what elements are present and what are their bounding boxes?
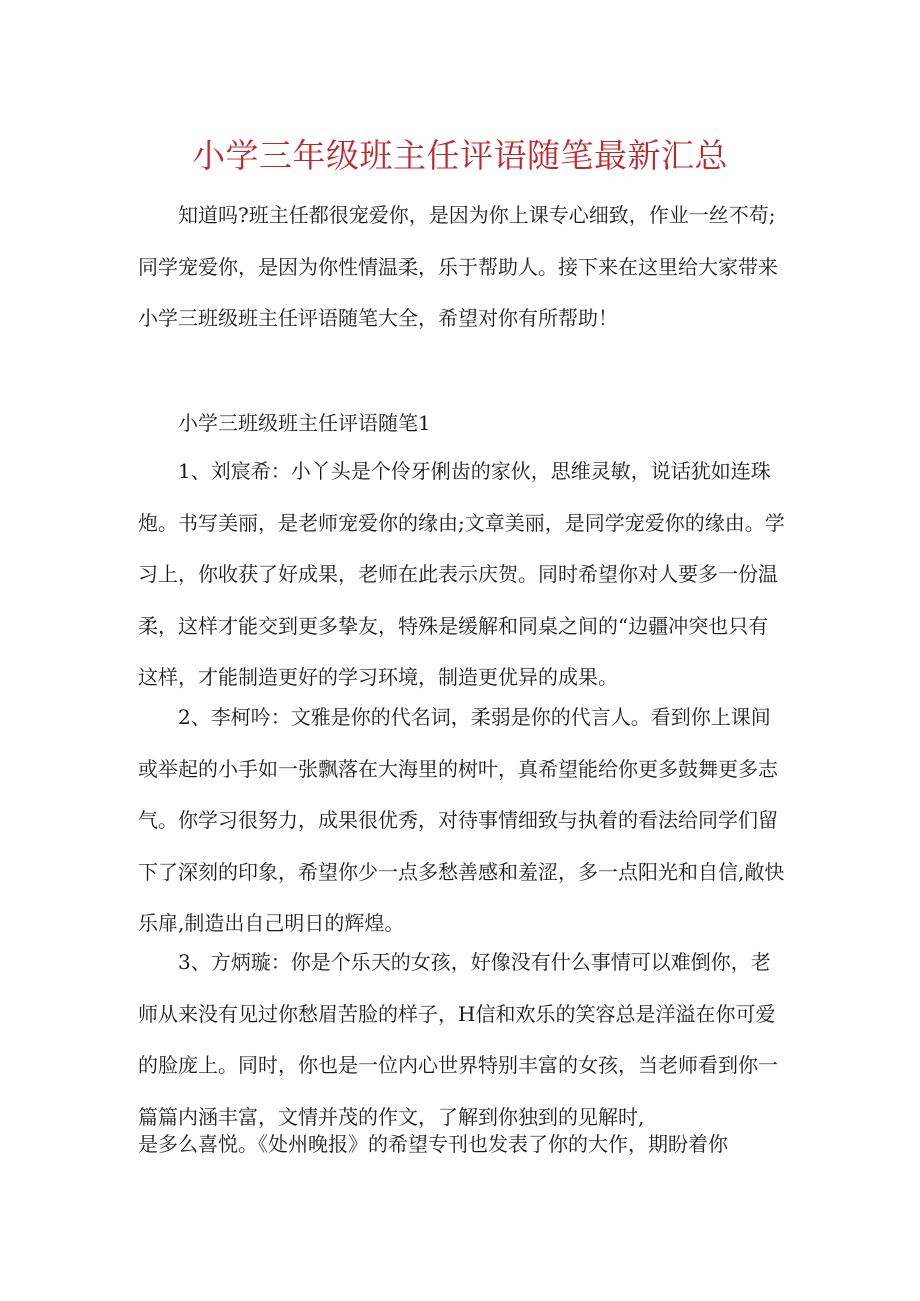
comment-paragraph-2: 2、李柯吟：文雅是你的代名词，柔弱是你的代言人。看到你上课间或举起的小手如一张飘落在大海里的树叶，真希望能给你更多鼓舞更多志气。你学习很努力，成果很优秀，对待事情细致与执着的看法给同学们留下了深刻的印象，希望你少一点多愁善感和羞涩，多一点阳光和自信,敞快乐扉,制造出自己明日的辉煌。: [138, 705, 785, 935]
comment-paragraph-3-continuation: 是多么喜悦。《处州晚报》的希望专刊也发表了你的大作，期盼着你: [138, 1132, 728, 1156]
document-title: 小学三年级班主任评语随笔最新汇总: [192, 136, 728, 175]
comment-paragraph-3: 3、方炳璇：你是个乐天的女孩，好像没有什么事情可以难倒你，老师从来没有见过你愁眉苦脸的样子，H信和欢乐的笑容总是洋溢在你可爱的脸庞上。同时，你也是一位内心世界特别丰富的女孩，当老师看到你一篇篇内涵丰富，文情并茂的作文，了解到你独到的见解时,: [138, 950, 778, 1129]
intro-paragraph: 知道吗?班主任都很宠爱你，是因为你上课专心细致，作业一丝不苟;同学宠爱你，是因为你性情温柔，乐于帮助人。接下来在这里给大家带来小学三班级班主任评语随笔大全，希望对你有所帮助！: [138, 203, 778, 330]
comment-paragraph-1: 1、刘宸希：小丫头是个伶牙俐齿的家伙，思维灵敏，说话犹如连珠炮。书写美丽，是老师宠爱你的缘由;文章美丽，是同学宠爱你的缘由。学习上，你收获了好成果，老师在此表示庆贺。同时希望你对人要多一份温柔，这样才能交到更多挚友，特殊是缓解和同桌之间的“边疆冲突也只有这样，才能制造更好的学习环境，制造更优异的成果。: [138, 459, 785, 689]
section-heading: 小学三班级班主任评语随笔1: [178, 411, 431, 435]
